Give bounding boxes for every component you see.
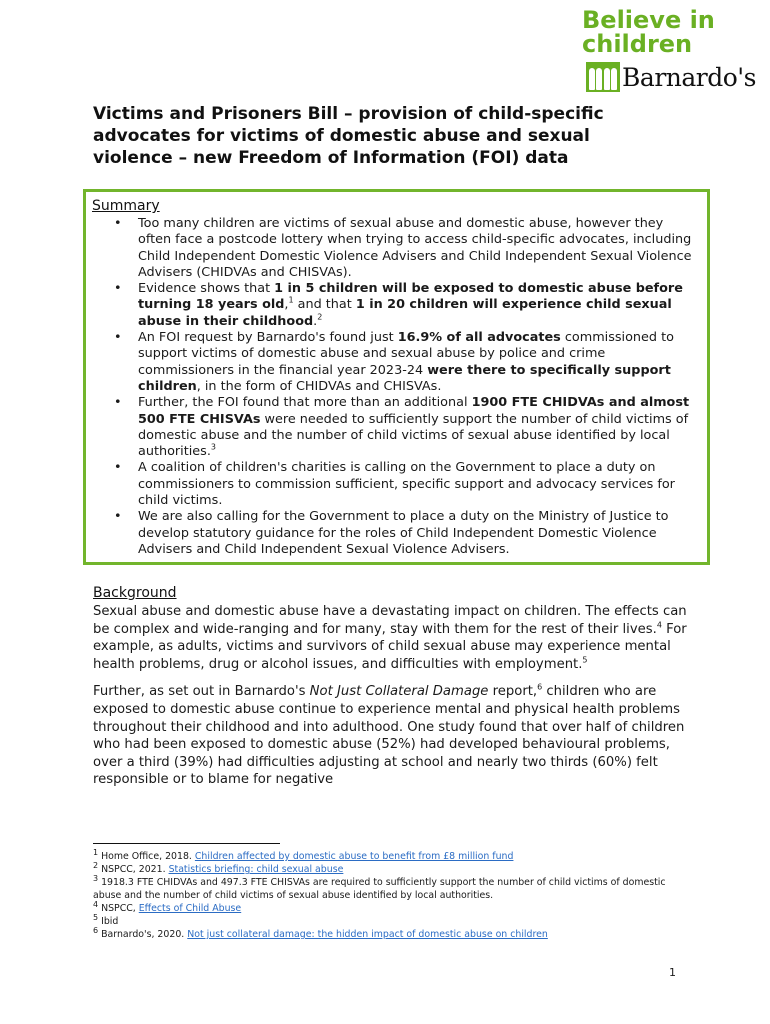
summary-item: • We are also calling for the Government to place a duty on the Ministry of Justice to develop statutory guidance for the roles of Child Independent Domestic Violence Advisers and Child Independent Sexual Violence Advisers. xyxy=(114,509,699,558)
summary-item: • An FOI request by Barnardo's found just 16.9% of all advocates commissioned to support victims of domestic abuse and sexual abuse by police and crime commissioners in the financial year 2023-24 were there to specifically support children, in the form of CHIDVAs and CHISVAs. xyxy=(114,330,699,395)
footnote-ref[interactable]: 2 xyxy=(317,312,323,322)
background-heading: Background xyxy=(93,585,177,601)
footnote-5: $^5$ Ibid xyxy=(93,912,119,927)
footnote-divider xyxy=(93,843,280,844)
footnote-4: $^4$ NSPCC, Effects of Child Abuse xyxy=(93,899,242,914)
footnotes xyxy=(93,847,693,941)
footnote-ref[interactable]: 1 xyxy=(288,296,294,306)
page-number: 1 xyxy=(669,966,676,979)
footnote-3: $^3$ 1918.3 FTE CHIDVAs and 497.3 FTE CHISVAs are required to sufficiently support the number of child victims of domestic abuse and the number of child victims of sexual abuse identified by local authorities. xyxy=(93,873,666,901)
footnote-ref[interactable]: 5 xyxy=(582,655,588,665)
footnote-ref[interactable]: 3 xyxy=(210,442,217,452)
children-figures-icon xyxy=(586,62,620,92)
summary-box xyxy=(83,189,710,565)
footnote-2-link[interactable]: Statistics briefing: child sexual abuse xyxy=(168,864,344,875)
logo-tagline-line-1: Believe in xyxy=(582,6,715,34)
summary-item: • Evidence shows that 1 in 5 children will be exposed to domestic abuse before turning 18 years old,$^1$ and that 1 in 20 children will experience child sexual abuse in their childhood.$^2$ xyxy=(114,281,699,330)
footnote-1-link[interactable]: Children affected by domestic abuse to benefit from £8 million fund xyxy=(194,851,514,862)
document-title: Victims and Prisoners Bill – provision of child-specific advocates for victims of domestic abuse and sexual violence – new Freedom of Information (FOI) data xyxy=(93,104,604,168)
footnote-6: $^6$ Barnardo's, 2020. Not just collateral damage: the hidden impact of domestic abuse on children xyxy=(93,925,548,940)
footnote-1: $^1$ Home Office, 2018. Children affected by domestic abuse to benefit from £8 million fund xyxy=(93,847,514,862)
footnote-4-link[interactable]: Effects of Child Abuse xyxy=(138,903,242,914)
summary-list xyxy=(114,216,699,558)
logo-tagline-line-2: children xyxy=(582,30,693,58)
logo-brand xyxy=(576,62,756,92)
background-section xyxy=(93,585,703,789)
footnote-6-link[interactable]: Not just collateral damage: the hidden impact of domestic abuse on children xyxy=(187,929,548,940)
summary-item: • A coalition of children's charities is calling on the Government to place a duty on commissioners to commission sufficient, specific support and advocacy services for child victims. xyxy=(114,460,699,509)
barnardos-logo xyxy=(576,8,756,92)
background-paragraph-1: Sexual abuse and domestic abuse have a devastating impact on children. The effects can be complex and wide-ranging and for many, stay with them for the rest of their lives.$^4$ For example, as adults, victims and survivors of child sexual abuse may experience mental health problems, drug or alcohol issues, and difficulties with employment.$^5$ xyxy=(93,604,687,672)
summary-item: • Too many children are victims of sexual abuse and domestic abuse, however they often face a postcode lottery when trying to access child-specific advocates, including Child Independent Domestic Violence Advisers and Child Independent Sexual Violence Advisers (CHIDVAs and CHISVAs). xyxy=(114,216,699,281)
background-paragraph-2: Further, as set out in Barnardo's Not Just Collateral Damage report,$^6$ children who are exposed to domestic abuse continue to experience mental and physical health problems throughout their childhood and into adulthood. One study found that over half of children who had been exposed to domestic abuse (52%) had developed behavioural problems, over a third (39%) had difficulties adjusting at school and nearly two thirds (60%) felt responsible or to blame for negative xyxy=(93,682,685,788)
summary-heading: Summary xyxy=(92,198,160,214)
footnote-ref[interactable]: 6 xyxy=(537,682,543,692)
logo-brand-name: Barnardo's xyxy=(622,62,756,92)
footnote-ref[interactable]: 4 xyxy=(656,620,662,630)
summary-item: • Further, the FOI found that more than an additional 1900 FTE CHIDVAs and almost 500 FTE CHISVAs were needed to sufficiently support the number of child victims of domestic abuse and the number of child victims of sexual abuse identified by local authorities.$^3$ xyxy=(114,395,699,460)
footnote-2: $^2$ NSPCC, 2021. Statistics briefing: child sexual abuse xyxy=(93,860,344,875)
